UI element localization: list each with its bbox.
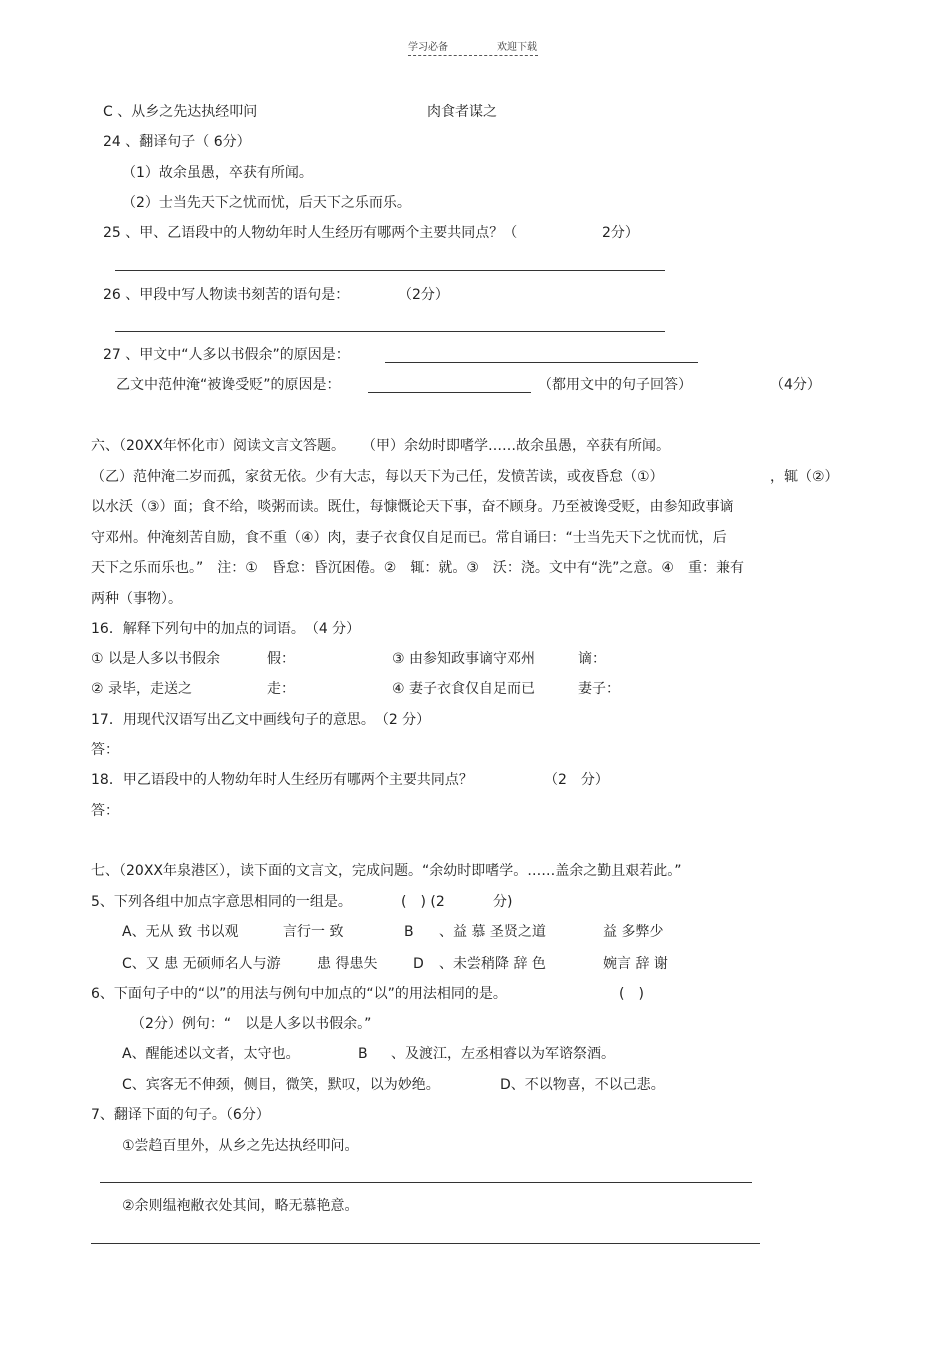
q16-item-3-label: 谪： xyxy=(578,651,606,667)
passage-b-line-1-end: ，辄（②） xyxy=(770,469,839,485)
q5-option-a: A、无从 致 书以观 xyxy=(122,924,239,940)
question-25: 25 、甲、乙语段中的人物幼年时人生经历有哪两个主要共同点？（ xyxy=(103,225,518,241)
section-6-passage-a: （甲）余幼时即嗜学……故余虽愚，卒获有所闻。 xyxy=(362,438,670,454)
option-c-compare: 肉食者谋之 xyxy=(427,104,497,120)
q6-option-c: C、宾客无不伸颈，侧目，微笑，默叹，以为妙绝。 xyxy=(122,1077,440,1093)
q16-item-4-label: 妻子： xyxy=(578,681,620,697)
q6-option-d: D、不以物喜，不以己悲。 xyxy=(500,1077,665,1093)
question-27-part2: 乙文中范仲淹“被谗受贬”的原因是： xyxy=(116,377,341,393)
passage-b-line-1: （乙）范仲淹二岁而孤，家贫无依。少有大志，每以天下为己任，发愤苦读，或夜昏怠（①） xyxy=(91,469,664,485)
q16-item-2-label: 走： xyxy=(267,681,295,697)
q5-option-d: 、未尝稍降 辞 色 xyxy=(439,956,546,972)
q5-option-c-compare: 患 得患失 xyxy=(317,956,378,972)
header-left: 学习必备 xyxy=(408,42,448,53)
answer-line-7-1 xyxy=(100,1182,752,1183)
q5-option-b: 、益 慕 圣贤之道 xyxy=(439,924,546,940)
q6-option-b-letter: B xyxy=(358,1046,368,1062)
section-7-title: 七、（20XX年泉港区），读下面的文言文，完成问题。“余幼时即嗜学。……盖余之勤且艰若此。” xyxy=(91,863,682,879)
q7-item-2: ②余则缊袍敝衣处其间，略无慕艳意。 xyxy=(122,1198,359,1214)
q5-option-b-compare: 益 多弊少 xyxy=(603,924,664,940)
q24-item-1: （1）故余虽愚，卒获有所闻。 xyxy=(122,165,313,181)
passage-b-line-4: 天下之乐而乐也。” 注：① 昏怠：昏沉困倦。② 辄：就。③ 沃：浇。文中有“洗”之意。④ 重：兼有 xyxy=(91,560,744,576)
question-7: 7、翻译下面的句子。（6分） xyxy=(91,1107,270,1123)
q16-item-3: ③ 由参知政事谪守邓州 xyxy=(392,651,536,667)
answer-line-7-2 xyxy=(91,1243,760,1244)
question-6-example: （2分）例句：“ 以是人多以书假余。” xyxy=(131,1016,372,1032)
question-25-points: 2分） xyxy=(602,225,639,241)
answer-line-27a xyxy=(385,362,698,363)
q6-option-b: 、及渡江，左丞相睿以为军谘祭酒。 xyxy=(391,1046,615,1062)
answer-line-26 xyxy=(115,331,665,332)
answer-18-label: 答： xyxy=(91,803,119,819)
q16-item-1: ① 以是人多以书假余 xyxy=(91,651,221,667)
answer-line-27b xyxy=(368,392,531,393)
q5-option-d-letter: D xyxy=(413,956,424,972)
question-17: 17．用现代汉语写出乙文中画线句子的意思。 （2 分） xyxy=(91,712,431,728)
question-27: 27 、甲文中“人多以书假余”的原因是： xyxy=(103,347,350,363)
question-6: 6、下面句子中的“以”的用法与例句中加点的“以”的用法相同的是。 xyxy=(91,986,507,1002)
question-16: 16．解释下列句中的加点的词语。 （4 分） xyxy=(91,621,361,637)
q5-option-d-compare: 婉言 辞 谢 xyxy=(603,956,668,972)
q16-item-4: ④ 妻子衣食仅自足而已 xyxy=(392,681,536,697)
question-18-points: （2 分） xyxy=(544,772,609,788)
q5-option-c: C、又 患 无硕师名人与游 xyxy=(122,956,281,972)
section-6-title: 六、（20XX年怀化市）阅读文言文答题。 xyxy=(91,438,345,454)
question-27-note: （都用文中的句子回答） xyxy=(538,377,692,393)
passage-b-line-3: 守邓州。仲淹刻苦自励，食不重（④）肉，妻子衣食仅自足而已。常自诵曰：“士当先天下之忧而忧，后 xyxy=(91,530,727,546)
header-divider xyxy=(408,55,538,56)
q24-item-2: （2）士当先天下之忧而忧，后天下之乐而乐。 xyxy=(122,195,411,211)
passage-b-line-5: 两种（事物）。 xyxy=(91,591,182,607)
question-5-points: 分) xyxy=(493,894,513,910)
answer-17-label: 答： xyxy=(91,742,119,758)
question-27-points: （4分） xyxy=(770,377,821,393)
option-c: C 、从乡之先达执经叩问 xyxy=(103,104,258,120)
question-18: 18．甲乙语段中的人物幼年时人生经历有哪两个主要共同点？ xyxy=(91,772,473,788)
q7-item-1: ①尝趋百里外，从乡之先达执经叩问。 xyxy=(122,1138,359,1154)
q16-item-1-label: 假： xyxy=(267,651,295,667)
question-24: 24 、翻译句子（ 6分） xyxy=(103,134,251,150)
passage-b-line-2: 以水沃（③）面；食不给，啖粥而读。既仕，每慷慨论天下事，奋不顾身。乃至被谗受贬，由参知政事谪 xyxy=(91,499,734,515)
question-5-bracket: ( ) (2 xyxy=(401,894,445,910)
q5-option-b-letter: B xyxy=(404,924,414,940)
q6-option-a: A、醒能述以文者，太守也。 xyxy=(122,1046,300,1062)
question-6-bracket: ( ) xyxy=(619,986,644,1002)
header-right: 欢迎下载 xyxy=(497,42,537,53)
question-5: 5、下列各组中加点字意思相同的一组是。 xyxy=(91,894,352,910)
q16-item-2: ② 录毕，走送之 xyxy=(91,681,193,697)
q5-option-a-compare: 言行一 致 xyxy=(283,924,344,940)
question-26-points: （2分） xyxy=(398,287,449,303)
question-26: 26 、甲段中写人物读书刻苦的语句是： xyxy=(103,287,350,303)
answer-line-25 xyxy=(115,270,665,271)
